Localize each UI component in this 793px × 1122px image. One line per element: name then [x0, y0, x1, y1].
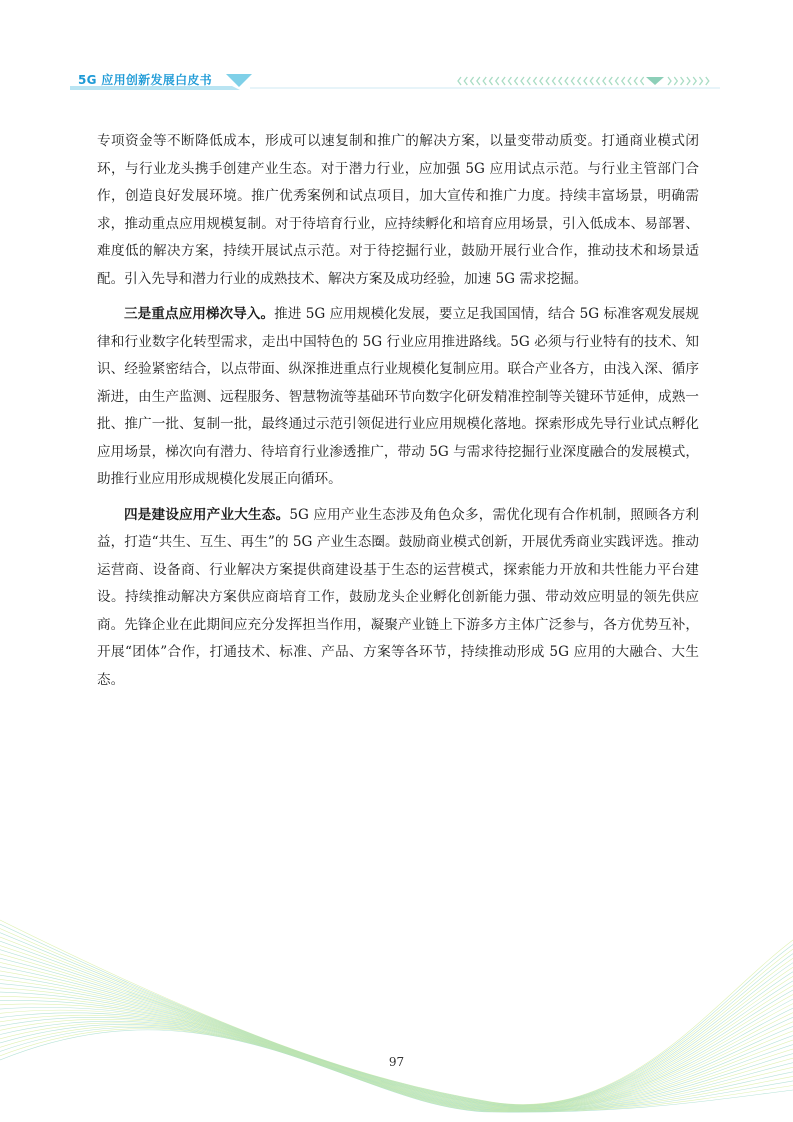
header-chevron-mark — [534, 77, 537, 85]
header-chevron-mark — [693, 77, 696, 85]
header-chevron-mark — [687, 77, 690, 85]
paragraph-3 — [97, 502, 699, 695]
footer-wave-decoration — [0, 880, 793, 1122]
header-chevron-mark — [496, 77, 499, 85]
header-chevron-mark — [515, 77, 518, 85]
header-chevron-mark — [603, 77, 606, 85]
header-chevron-mark — [546, 77, 549, 85]
header-chevron-mark — [521, 77, 524, 85]
header-chevron-mark — [490, 77, 493, 85]
header-chevrons — [458, 77, 644, 85]
footer-wave-line — [0, 1029, 793, 1112]
paragraph-3-text: 5G 应用产业生态涉及角色众多，需优化现有合作机制，照顾各方利益，打造“共生、互生、再生”的 5G 产业生态圈。鼓励商业模式创新，开展优秀商业实践评选。推动运营商、设备商、行业解决方案提供商建设基于生态的运营模式，探索能力开放和共性能力平台建设。持续推动解决方案供应商培育工作，鼓励龙头企业孵化创新能力强、带动效应明显的领先供应商。先锋企业在此期间应充分发挥担当作用，凝聚产业链上下游多方主体广泛参与，各方优势互补，开展“团体”合作，打通技术、标准、产品、方案等各环节，持续推动形成 5G 应用的大融合、大生态。 — [97, 506, 700, 688]
paragraph-2-text: 推进 5G 应用规模化发展，要立足我国国情，结合 5G 标准客观发展规律和行业数字化转型需求，走出中国特色的 5G 行业应用推进路线。5G 必须与行业特有的技术、知识、经验紧密结合，以点带面、纵深推进重点行业规模化复制应用。联合产业各方，由浅入深、循序渐进，由生产监测、远程服务、智慧物流等基础环节向数字化研发精准控制等关键环节延伸，成熟一批、推广一批、复制一批，最终通过示范引领促进行业应用规模化落地。探索形成先导行业试点孵化应用场景，梯次向有潜力、待培育行业渗透推广，带动 5G 与需求待挖掘行业深度融合的发展模式，助推行业应用形成规模化发展正向循环。 — [97, 306, 699, 487]
header-chevron-mark — [458, 77, 461, 85]
header-accent-triangle — [226, 74, 252, 87]
page-number: 97 — [388, 1055, 405, 1069]
header-right-chevrons — [668, 77, 709, 85]
footer-wave-line — [0, 933, 793, 1106]
header-chevron-mark — [590, 77, 593, 85]
paragraph-1 — [97, 128, 699, 293]
header-chevron-mark — [559, 77, 562, 85]
header-chevron-mark — [616, 77, 619, 85]
header-chevron-mark — [471, 77, 474, 85]
header-chevron-mark — [571, 77, 574, 85]
paragraph-2-lead: 三是重点应用梯次导入。 — [124, 306, 275, 322]
header-chevron-mark — [634, 77, 637, 85]
header-chevron-mark — [578, 77, 581, 85]
header-chevron-mark — [706, 77, 709, 85]
page-header — [0, 60, 793, 100]
paragraph-1-text: 专项资金等不断降低成本，形成可以速复制和推广的解决方案，以量变带动质变。打通商业模式闭环，与行业龙头携手创建产业生态。对于潜力行业，应加强 5G 应用试点示范。与行业主管部门合作，创造良好发展环境。推广优秀案例和试点项目，加大宣传和推广力度。持续丰富场景，明确需求，推动重点应用规模复制。对于待培育行业，应持续孵化和培育应用场景，引入低成本、易部署、难度低的解决方案，持续开展试点示范。对于待挖掘行业，鼓励开展行业合作，推动技术和场景适配。引入先导和潜力行业的成熟技术、解决方案及成功经验，加速 5G 需求挖掘。 — [97, 133, 699, 287]
header-chevron-mark — [565, 77, 568, 85]
header-chevron-mark — [508, 77, 511, 85]
header-right-triangle — [646, 77, 664, 85]
header-chevron-mark — [674, 77, 677, 85]
header-chevron-mark — [540, 77, 543, 85]
header-chevron-mark — [553, 77, 556, 85]
paragraph-2 — [97, 301, 699, 494]
header-chevron-mark — [477, 77, 480, 85]
header-chevron-mark — [622, 77, 625, 85]
body-content — [97, 128, 699, 702]
header-title: 5G 应用创新发展白皮书 — [78, 73, 212, 87]
header-chevron-mark — [609, 77, 612, 85]
header-chevron-mark — [628, 77, 631, 85]
header-chevron-mark — [700, 77, 703, 85]
paragraph-3-lead: 四是建设应用产业大生态。 — [124, 506, 290, 523]
header-chevron-mark — [681, 77, 684, 85]
header-chevron-mark — [483, 77, 486, 85]
header-chevron-mark — [584, 77, 587, 85]
header-chevron-mark — [502, 77, 505, 85]
header-chevron-mark — [464, 77, 467, 85]
header-chevron-mark — [597, 77, 600, 85]
header-chevron-mark — [641, 77, 644, 85]
header-chevron-mark — [668, 77, 671, 85]
header-chevron-mark — [527, 77, 530, 85]
footer-wave-line — [0, 941, 793, 1106]
